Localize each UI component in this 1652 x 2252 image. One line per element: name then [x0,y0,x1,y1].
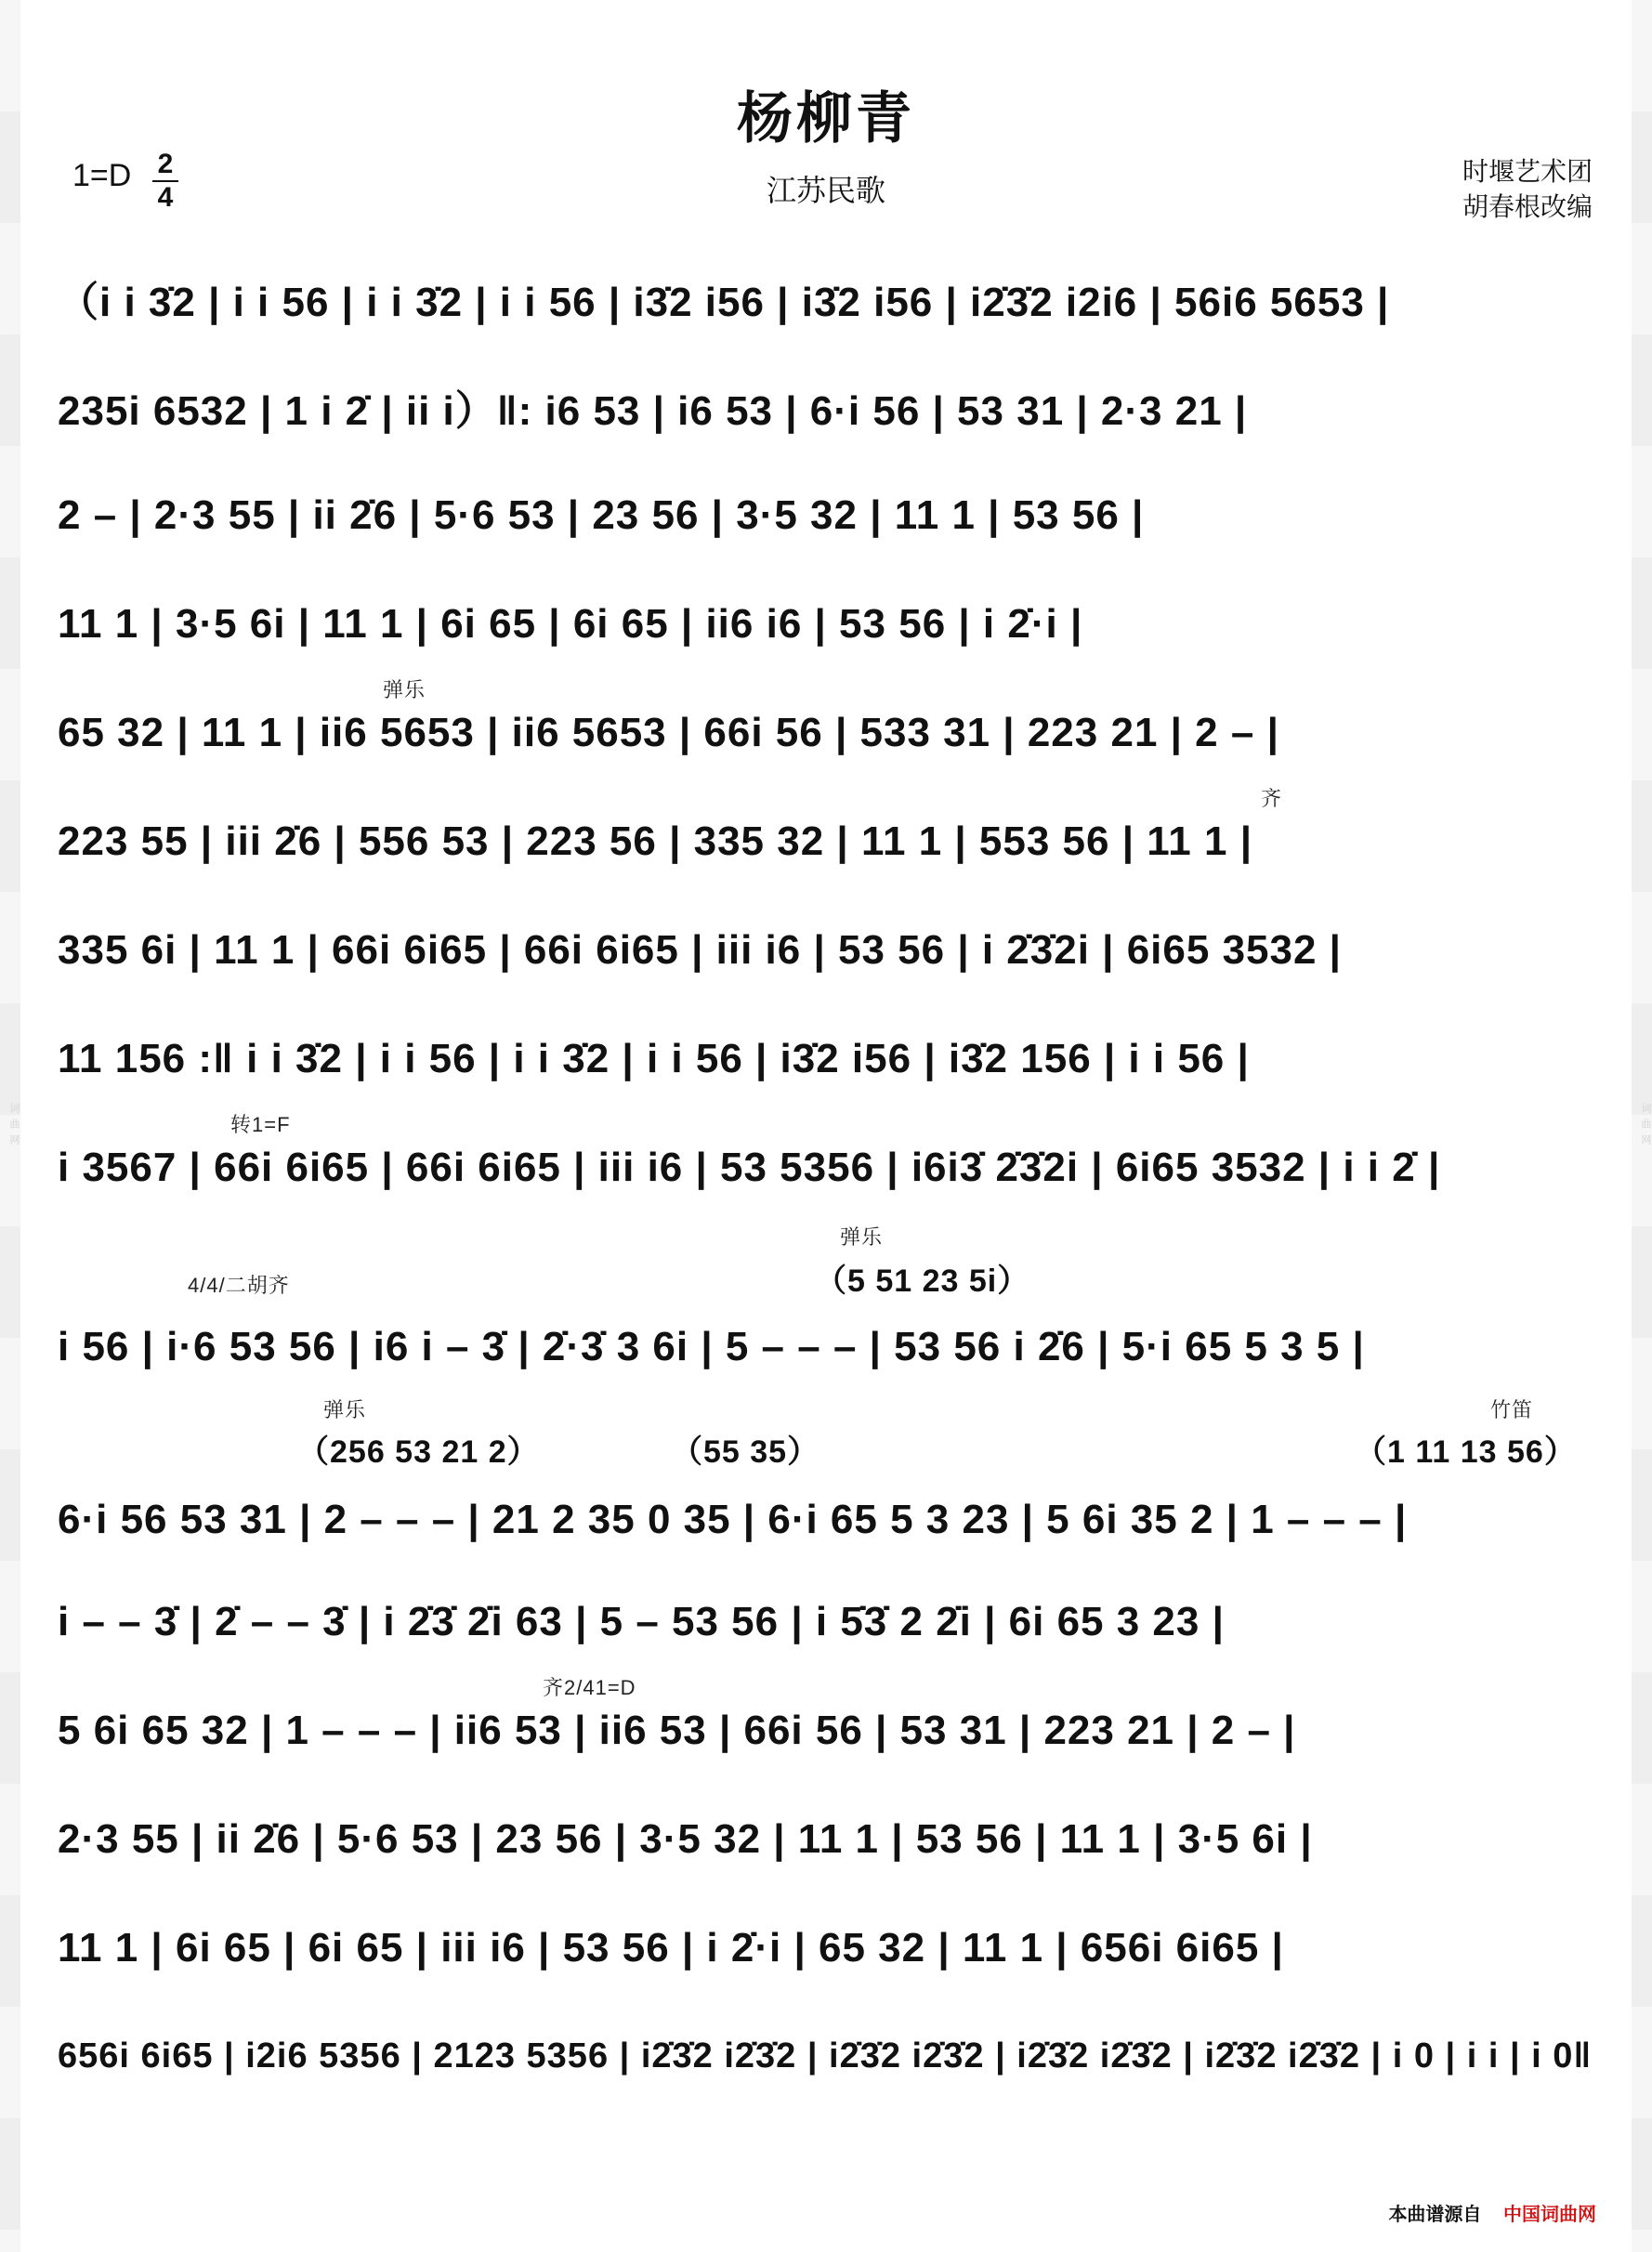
credit-line: 时堰艺术团 [1462,157,1593,186]
row-music: i 3567 | 66i 6i65 | 66i 6i65 | iii i6 | 53 5356 | i6i3̇ 2̇3̇2i | 6i65 3532 | i i 2̇ | [58,1144,1441,1190]
score-row [58,461,1604,570]
score-row [58,352,1604,461]
credits [1462,154,1593,225]
row-music: 11 1 | 6i 65 | 6i 65 | iii i6 | 53 56 | i 2̇·i | 65 32 | 11 1 | 656i 6i65 | [58,1924,1284,1970]
row-annotation: 弹乐 [383,678,426,701]
score-row [58,896,1604,1004]
row-intro: （55 35） [671,1434,820,1470]
row-music: 223 55 | iii 2̇6 | 556 53 | 223 56 | 335 32 | 11 1 | 553 56 | 11 1 | [58,818,1253,864]
row-intro: （256 53 21 2） [297,1434,540,1470]
row-music: i 56 | i·6 53 56 | i6 i – 3̇ | 2̇·3̇ 3 6i | 5 – – – | 53 56 i 2̇6 | 5·i 65 5 3 5 | [58,1324,1365,1369]
footer-site-link[interactable]: 中国词曲网 [1503,2205,1596,2225]
genre-label: 江苏民歌 [766,174,885,207]
row-music: 6·i 56 53 31 | 2 – – – | 21 2 35 0 35 | 6·i 65 5 3 23 | 5 6i 35 2 | 1 – – – | [58,1497,1408,1542]
row-music: 2·3 55 | ii 2̇6 | 5·6 53 | 23 56 | 3·5 32 | 11 1 | 53 56 | 11 1 | 3·5 6i | [58,1815,1313,1862]
row-music: 65 32 | 11 1 | ii6 5653 | ii6 5653 | 66i 56 | 533 31 | 223 21 | 2 – | [58,709,1279,755]
score-row [58,570,1604,678]
score-row [58,243,1604,352]
score-row [58,1676,1604,1785]
watermark-left: 词曲网 [0,0,20,2252]
score-row [58,1394,1604,1567]
watermark-right: 词曲网 [1632,0,1652,2252]
row-music: 656i 6i65 | i2i6 5356 | 2123 5356 | i2̇3̇2 i2̇3̇2 | i2̇3̇2 i2̇3̇2 | i2̇3̇2 i2̇3̇2 | i2̇3̇2 i2̇3̇2 | i 0 | i i | i 0‖ [58,2036,1593,2075]
row-music: i – – 3̇ | 2̇ – – 3̇ | i 2̇3̇ 2̇i 63 | 5 – 53 56 | i 5̇3̇ 2 2̇i | 6i 65 3 23 | [58,1598,1225,1644]
time-signature-bottom: 4 [152,180,178,214]
score-row [58,787,1604,896]
row-annotation: 竹笛 [1490,1398,1534,1421]
score [58,243,1604,2111]
row-annotation: 弹乐 [840,1225,884,1249]
row-annotation: 齐 [1261,787,1283,810]
page-title: 杨柳青 [737,87,915,150]
score-row [58,1893,1604,2002]
row-music: （i i 3̇2 | i i 56 | i i 3̇2 | i i 56 | i3̇2 i56 | i3̇2 i56 | i2̇3̇2 i2i6 | 56i6 5653 | [58,279,1390,325]
row-annotation: 齐2/41=D [543,1676,636,1699]
credit-line: 胡春根改编 [1462,192,1593,221]
score-row [58,1567,1604,1676]
score-row [58,1785,1604,1893]
row-music: 11 156 :‖ i i 3̇2 | i i 56 | i i 3̇2 | i i 56 | i3̇2 i56 | i3̇2 156 | i i 56 | [58,1035,1250,1081]
row-music: 2 – | 2·3 55 | ii 2̇6 | 5·6 53 | 23 56 | 3·5 32 | 11 1 | 53 56 | [58,491,1145,538]
score-row [58,1222,1604,1394]
row-music: 11 1 | 3·5 6i | 11 1 | 6i 65 | 6i 65 | ii6 i6 | 53 56 | i 2̇·i | [58,600,1083,647]
key-signature: 1=D [72,158,132,193]
score-row [58,1004,1604,1113]
score-row [58,678,1604,787]
row-music: 335 6i | 11 1 | 66i 6i65 | 66i 6i65 | iii i6 | 53 56 | i 2̇3̇2i | 6i65 3532 | [58,926,1342,973]
source-footer [1388,2199,1596,2226]
row-intro: （5 51 23 5i） [815,1263,1030,1299]
score-row [58,2002,1604,2111]
row-annotation: 弹乐 [323,1398,367,1421]
row-music: 235i 6532 | 1 i 2̇ | ii i）‖: i6 53 | i6 53 | 6·i 56 | 53 31 | 2·3 21 | [58,387,1248,434]
score-row [58,1113,1604,1222]
footer-prefix: 本曲谱源自 [1388,2205,1482,2225]
time-signature-top: 2 [157,149,174,179]
row-annotation: 4/4/二胡齐 [188,1274,290,1297]
row-annotation: 转1=F [230,1113,291,1136]
row-music: 5 6i 65 32 | 1 – – – | ii6 53 | ii6 53 | 66i 56 | 53 31 | 223 21 | 2 – | [58,1707,1296,1753]
row-intro: （1 11 13 56） [1355,1434,1577,1470]
